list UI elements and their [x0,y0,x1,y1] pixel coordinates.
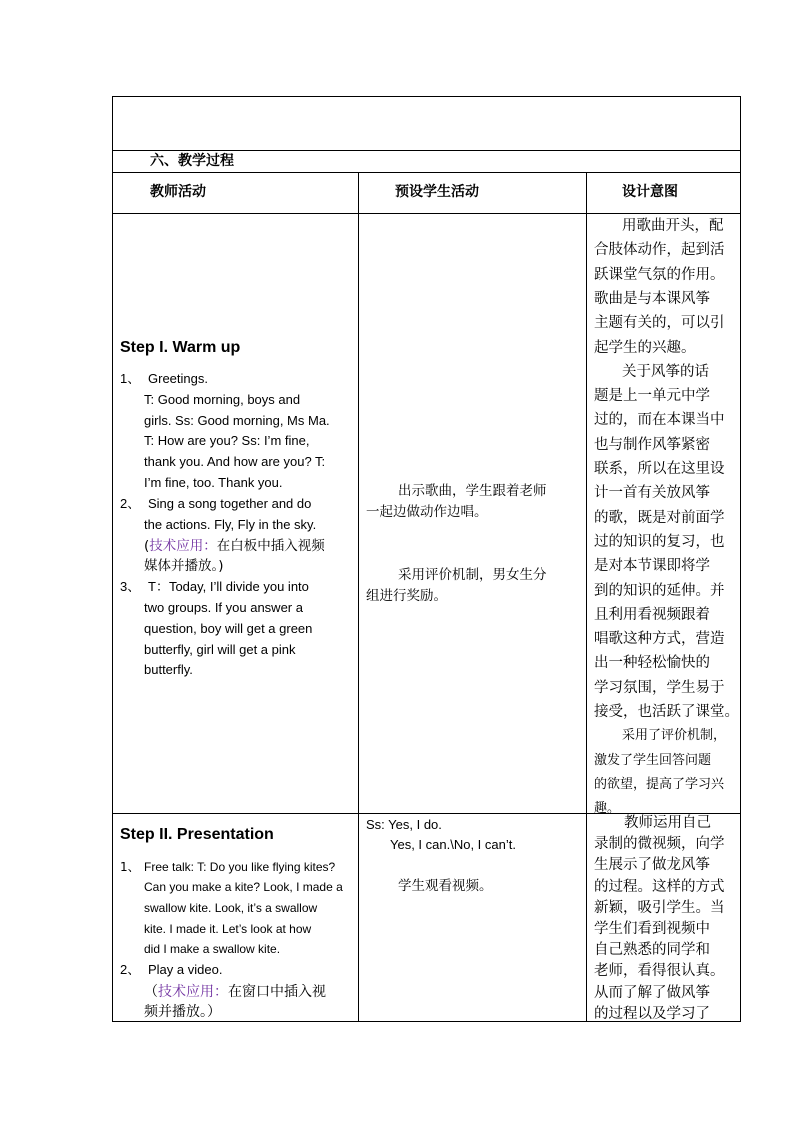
step1-design-line: 过的知识的复习，也 [594,533,725,550]
step1-design-line: 的歌，既是对前面学 [594,509,725,526]
step1-item1-line: T: How are you? Ss: I’m fine, [144,433,310,448]
step1-item3-line: T：Today, I’ll divide you into [148,579,309,594]
step1-item1-line: girls. Ss: Good morning, Ms Ma. [144,413,330,428]
step2-item2-tech-note: （技术应用：在窗口中插入视 [144,984,326,1000]
step1-item1-number: 1、 [120,371,141,386]
step1-design-line: 也与制作风筝紧密 [594,436,710,453]
step1-design-line: 用歌曲开头，配 [622,218,724,234]
step2-student-activity: Ss: Yes, I do. [366,817,442,832]
step1-design-line: 接受，也活跃了课堂。 [594,704,739,720]
step2-design-line: 教师运用自己 [624,815,711,831]
step1-design-line: 且利用看视频跟着 [594,606,710,623]
step2-design-line: 新颖，吸引学生。当 [594,899,725,916]
step2-student-activity: Yes, I can.\No, I can’t. [390,837,516,852]
step2-student-activity: 学生观看视频。 [398,878,493,894]
step2-design-line: 录制的微视频，向学 [594,836,725,853]
step2-design-line: 老师，看得很认真。 [594,963,725,980]
step1-design-line: 激发了学生回答问题 [594,752,712,768]
header-teacher-activity: 教师活动 [150,184,206,200]
step2-design-line: 从而了解了做风筝 [594,984,710,1001]
header-student-activity: 预设学生活动 [395,184,479,200]
step1-item1-line: T: Good morning, boys and [144,392,301,407]
step2-design-line: 的过程以及学习了 [594,1005,710,1022]
step1-title: Step I. Warm up [120,339,241,356]
step2-item2-tech-note: 频并播放。） [144,1004,221,1020]
step1-student-activity: 出示歌曲，学生跟着老师 [398,483,547,499]
step1-design-line: 计一首有关放风筝 [594,485,710,502]
step2-design-line: 的过程。这样的方式 [594,878,725,895]
step1-item3-line: butterfly. [144,662,193,677]
step1-design-line: 起学生的兴趣。 [594,339,696,356]
step1-design-line: 合肢体动作，起到活 [594,242,725,259]
step1-item1-line: I’m fine, too. Thank you. [144,475,283,490]
step1-design-line: 联系，所以在这里设 [594,461,725,477]
step2-item2-label: Play a video. [148,962,223,977]
step1-item3-line: butterfly, girl will get a pink [144,642,296,657]
step2-title: Step II. Presentation [120,826,274,843]
step1-design-line: 采用了评价机制， [622,728,727,744]
header-design-intent: 设计意图 [622,184,678,200]
step1-design-line: 跃课堂气氛的作用。 [594,266,725,283]
step1-design-line: 关于风筝的话 [622,363,709,380]
step1-item2-tech-note: (技术应用：在白板中插入视频 [144,538,325,554]
step2-item2-number: 2、 [120,962,141,977]
step1-student-activity: 采用评价机制，男女生分 [398,567,547,583]
step1-item2-tech-note: 媒体并播放。) [144,558,224,574]
step2-item1-line: Can you make a kite? Look, I made a [144,880,343,894]
step1-item2-line: the actions. Fly, Fly in the sky. [144,517,317,532]
step1-item3-line: question, boy will get a green [144,621,313,636]
step1-design-line: 歌曲是与本课风筝 [594,290,710,307]
row-divider [113,172,740,173]
step2-item1-line: swallow kite. Look, it’s a swallow [144,901,318,915]
step2-item1-line: kite. I made it. Let’s look at how [144,922,312,936]
step2-design-line: 生展示了做龙风筝 [594,857,710,874]
section-title: 六、教学过程 [150,153,234,169]
step1-design-line: 主题有关的，可以引 [594,315,725,332]
step1-design-line: 唱歌这种方式，营造 [594,631,725,648]
step1-item2-number: 2、 [120,496,141,511]
step1-item3-number: 3、 [120,579,141,594]
step2-design-line: 自己熟悉的同学和 [594,942,710,959]
step1-design-line: 题是上一单元中学 [594,388,710,405]
step1-student-activity: 一起边做动作边唱。 [366,504,488,520]
step2-item1-number: 1、 [120,860,140,874]
step1-design-line: 是对本节课即将学 [594,558,710,575]
step2-item1-line: did I make a swallow kite. [144,942,281,956]
column-divider [358,172,359,1021]
step1-item3-line: two groups. If you answer a [144,600,303,615]
step1-design-line: 过的，而在本课当中 [594,412,725,429]
step1-design-line: 学习氛围，学生易于 [594,679,725,696]
step1-item1-line: thank you. And how are you? T: [144,454,326,469]
step1-item1-label: Greetings. [148,371,208,386]
step1-design-line: 的欲望，提高了学习兴 [594,776,725,792]
tech-application-label: 技术应用： [149,538,217,554]
step1-design-line: 趣。 [594,801,621,817]
step1-student-activity: 组进行奖励。 [366,588,447,604]
step2-item1-line: Free talk: T: Do you like flying kites? [144,860,336,874]
column-divider [586,172,587,1021]
tech-application-label: 技术应用： [158,984,228,1000]
step1-item2-line: Sing a song together and do [148,496,312,511]
step1-design-line: 出一种轻松愉快的 [594,655,710,672]
step1-design-line: 到的知识的延伸。并 [594,582,725,599]
step2-design-line: 学生们看到视频中 [594,921,710,937]
